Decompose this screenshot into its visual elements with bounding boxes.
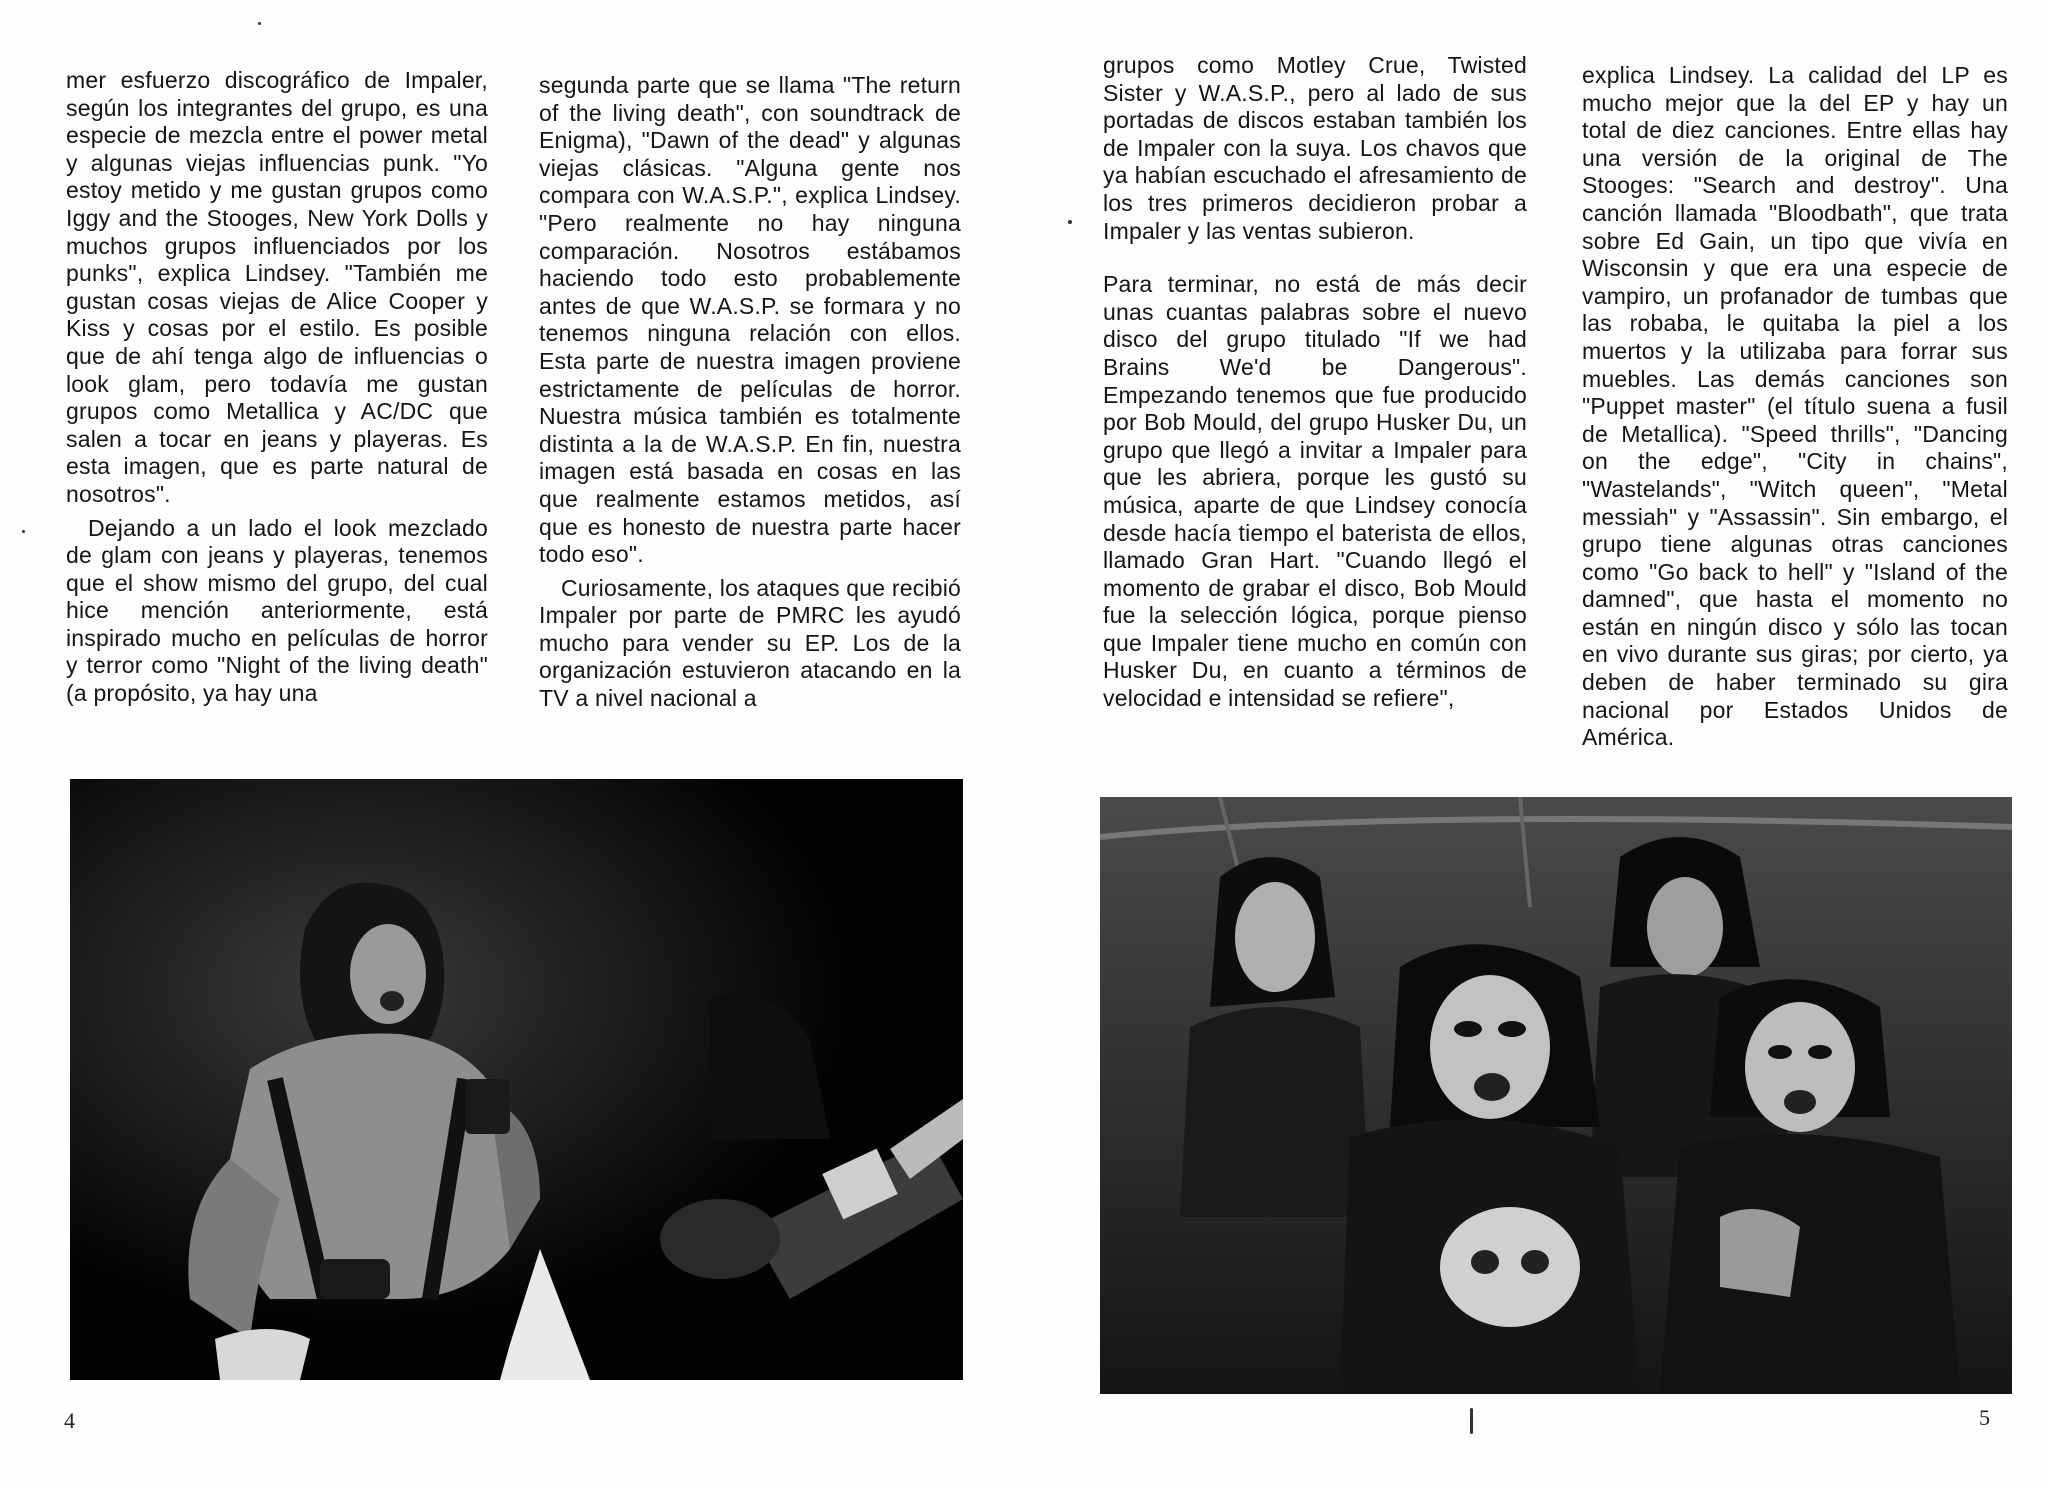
paragraph: grupos como Motley Crue, Twisted Sister y W.A.S.P., pero al lado de sus portadas de discos estaban también los de Impaler con la suya. Los chavos que ya habían escuchado el afresamiento de los tres primeros decidieron probar a Impaler y las ventas subieron. [1103, 52, 1527, 244]
concert-photo [70, 779, 963, 1380]
paragraph: mer esfuerzo discográfico de Impaler, según los integrantes del grupo, es una especie de mezcla entre el power metal y algunas viejas influencias punk. "Yo estoy metido y me gustan grupos como Iggy and the Stooges, New York Dolls y muchos grupos influenciados por los punks", explica Lindsey. "También me gustan cosas viejas de Alice Cooper y Kiss y cosas por el estilo. Es posible que de ahí tenga algo de influencias o look glam, pero todavía me gustan grupos como Metallica y AC/DC que salen a tocar en jeans y playeras. Es esta imagen, que es parte natural de nosotros". [66, 67, 488, 507]
page-number: 4 [64, 1408, 75, 1433]
print-mark [1470, 1408, 1473, 1434]
concert-photo-graphic [70, 779, 963, 1380]
paragraph: Curiosamente, los ataques que recibió Impaler por parte de PMRC les ayudó mucho para vender su EP. Los de la organización estuvieron atacando en la TV a nivel nacional a [539, 574, 961, 712]
print-speck [22, 530, 25, 533]
paragraph: explica Lindsey. La calidad del LP es mucho mejor que la del EP y hay un total de diez canciones. Entre ellas hay una versión de la original de The Stooges: "Search and destroy". Una canción llamada "Bloodbath", que trata sobre Ed Gain, un tipo que vivía en Wisconsin y que era una especie de vampiro, un profanador de tumbas que las robaba, le quitaba la piel a los muertos y la utilizaba para forrar sus muebles. Las demás canciones son "Puppet master" (el título suena a fusil de Metallica). "Speed thrills", "Dancing on the edge", "City in chains", "Wastelands", "Witch queen", "Metal messiah" y "Assassin". Sin embargo, el grupo tiene algunas otras canciones como "Go back to hell" y "Island of the damned", que hasta el momento no están en ningún disco y sólo las tocan en vivo durante sus giras; por cierto, ya deben de haber terminado su gira nacional por Estados Unidos de América. [1582, 62, 2008, 751]
band-photo [1100, 797, 2012, 1394]
right-page-column-1 [1103, 52, 1527, 713]
paragraph: Dejando a un lado el look mezclado de glam con jeans y playeras, tenemos que el show mismo del grupo, del cual hice mención anteriormente, está inspirado mucho en películas de horror y terror como "Night of the living death" (a propósito, ya hay una [66, 514, 488, 707]
band-photo-graphic [1100, 797, 2012, 1394]
paragraph: Para terminar, no está de más decir unas cuantas palabras sobre el nuevo disco del grupo titulado "If we had Brains We'd be Dangerous". Empezando tenemos que fue producido por Bob Mould, del grupo Husker Du, un grupo que llegó a invitar a Impaler para que les abriera, porque les gustó su música, aparte de que Lindsey conocía desde hacía tiempo el baterista de ellos, llamado Gran Hart. "Cuando llegó el momento de grabar el disco, Bob Mould fue la selección lógica, porque pienso que Impaler tiene mucho en común con Husker Du, en cuanto a términos de velocidad e intensidad se refiere", [1103, 271, 1527, 712]
left-page-column-1 [66, 67, 488, 708]
print-speck [258, 22, 261, 25]
right-page-column-2 [1582, 62, 2008, 752]
paragraph: segunda parte que se llama "The return of the living death", con soundtrack de Enigma), "Dawn of the dead" y algunas viejas clásicas. "Alguna gente nos compara con W.A.S.P.", explica Lindsey. "Pero realmente no hay ninguna comparación. Nosotros estábamos haciendo todo esto probablemente antes de que W.A.S.P. se formara y no tenemos ninguna relación con ellos. Esta parte de nuestra imagen proviene estrictamente de películas de horror. Nuestra música también es totalmente distinta a la de W.A.S.P. En fin, nuestra imagen está basada en cosas en las que realmente estamos metidos, así que es honesto de nuestra parte hacer todo eso". [539, 72, 961, 568]
left-page-column-2 [539, 72, 961, 713]
print-speck [1068, 220, 1072, 224]
page-number: 5 [1979, 1405, 1990, 1430]
